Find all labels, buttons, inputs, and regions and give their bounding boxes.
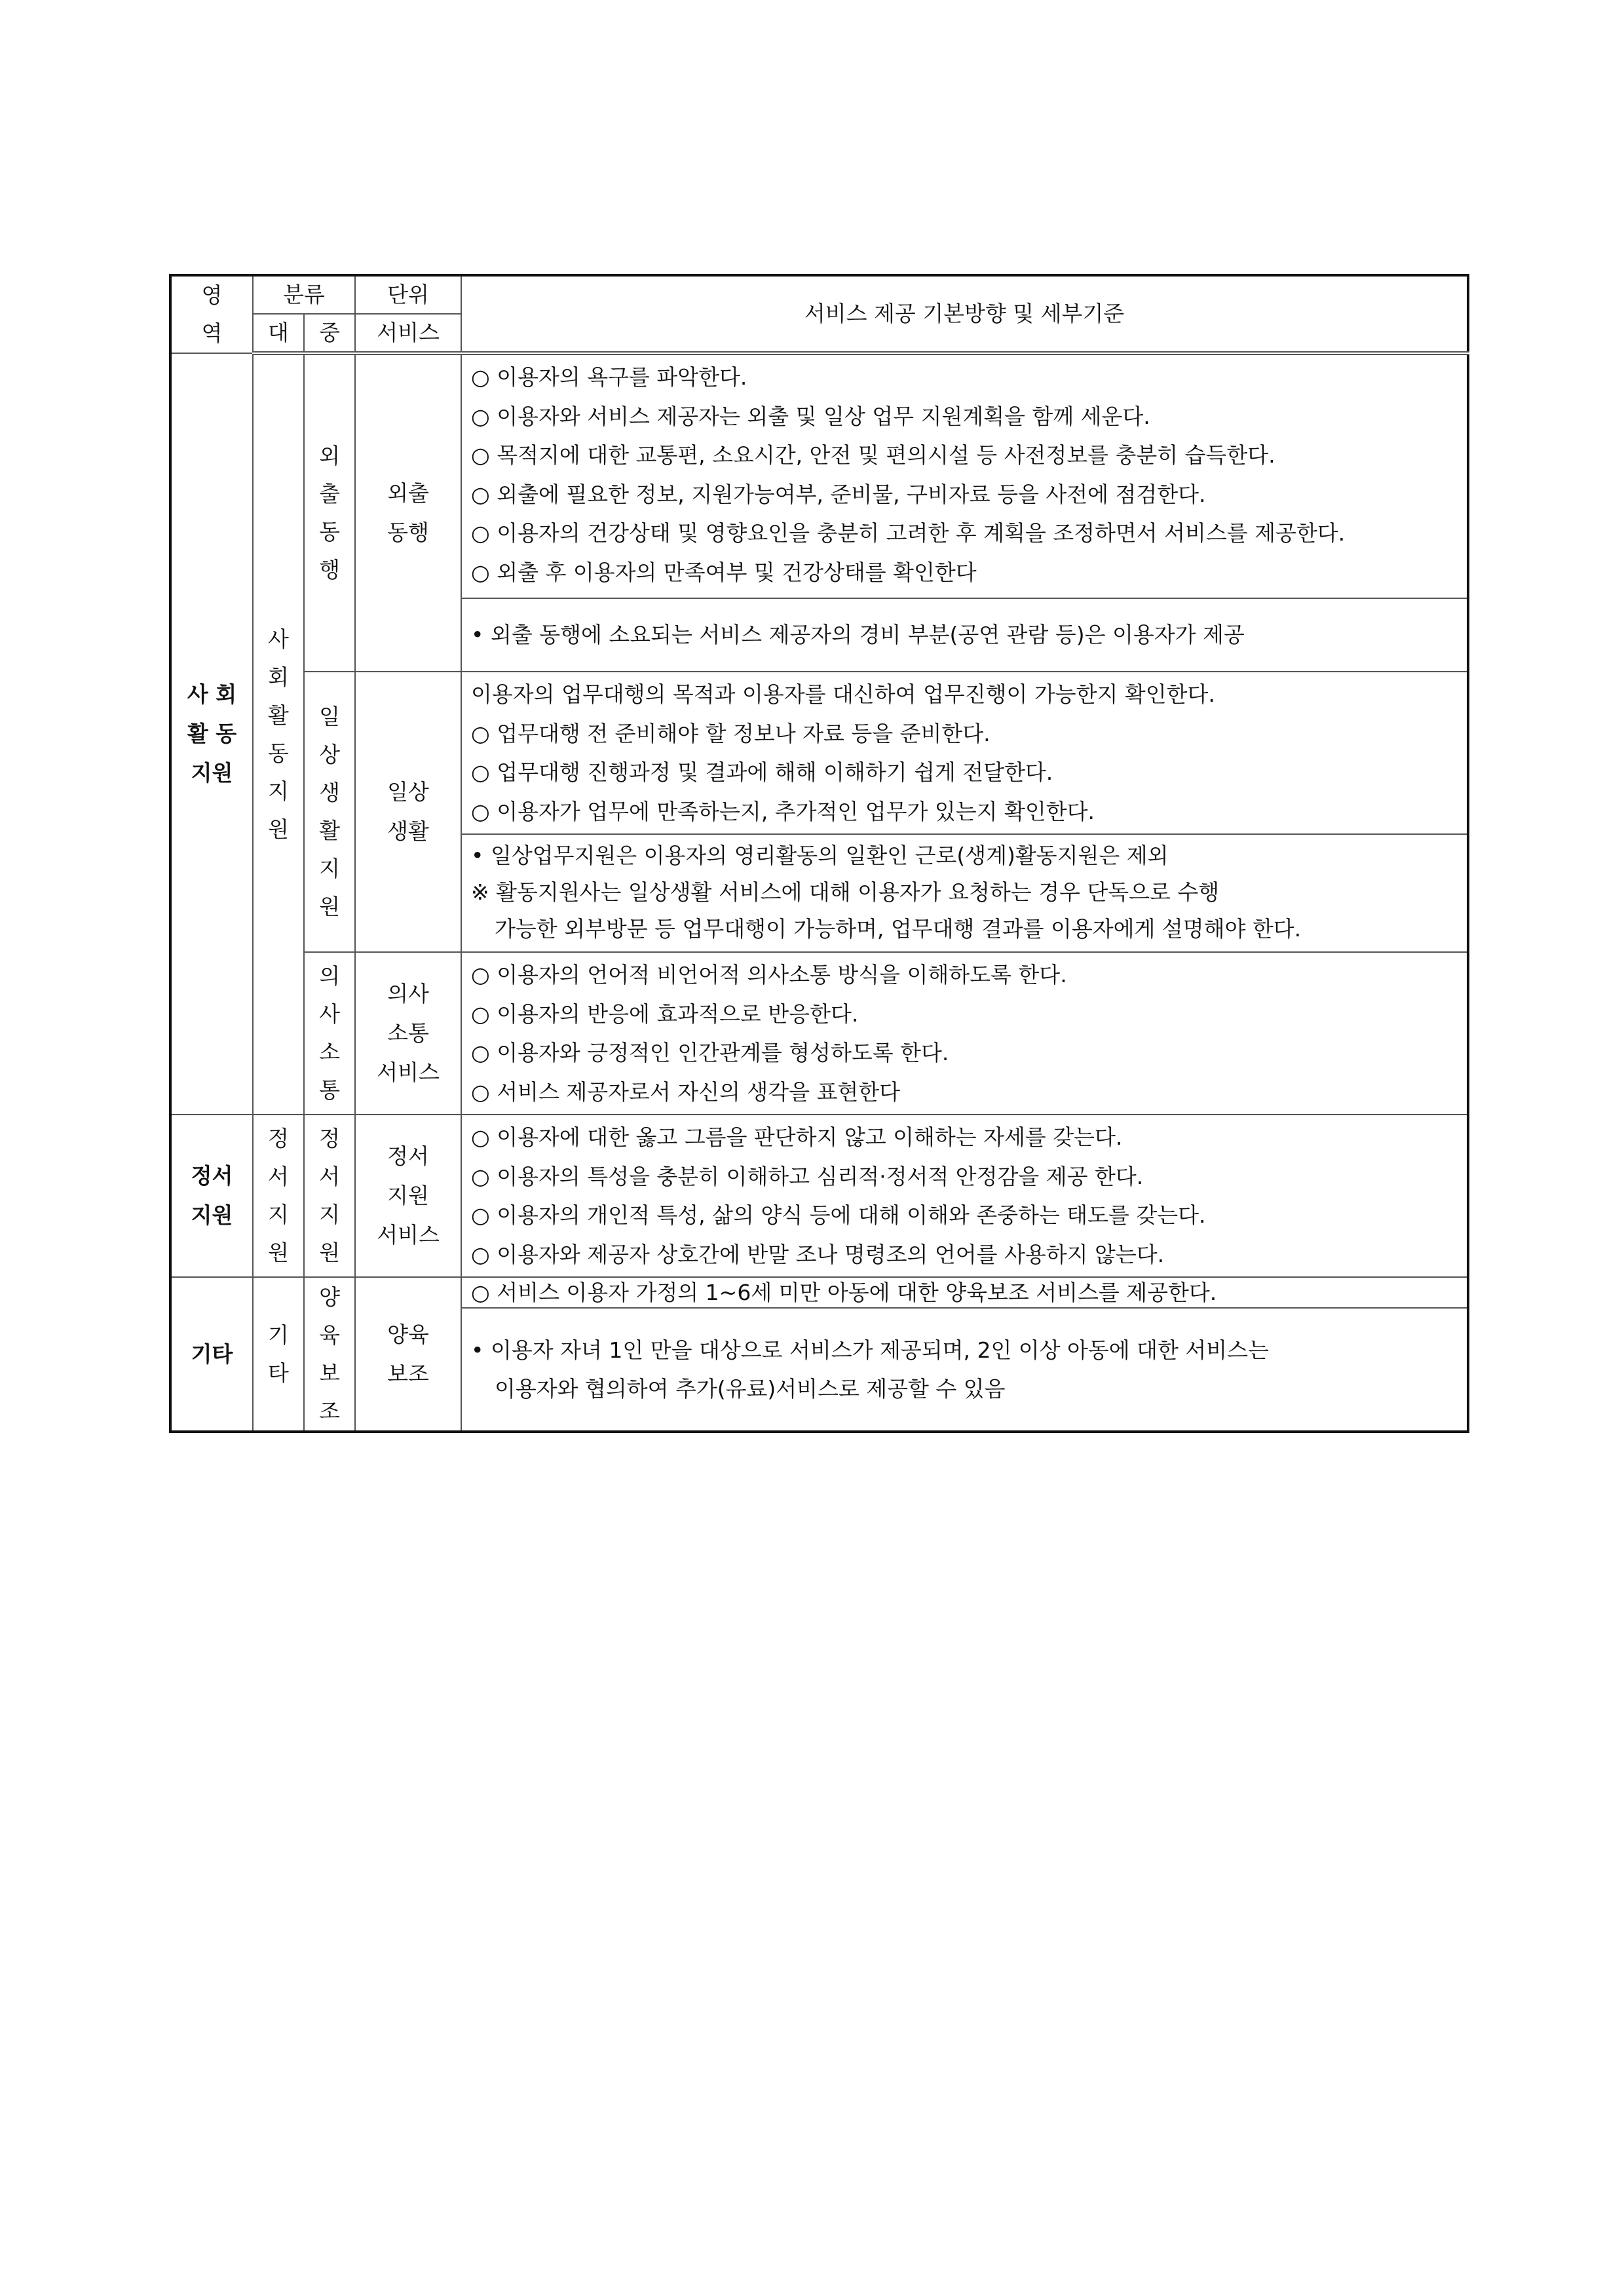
header-unit-bottom: 서비스	[355, 314, 461, 353]
note-text: 가능한 외부방문 등 업무대행이 가능하며, 업무대행 결과를 이용자에게 설명해야 한다.	[495, 916, 1302, 942]
note-other	[461, 1308, 1468, 1432]
note-text: • 일상업무지원은 이용자의 영리활동의 일환인 근로(생계)활동지원은 제외	[471, 843, 1169, 868]
unit-emotion: 정서 지원 서비스	[355, 1115, 461, 1277]
header-class: 분류	[253, 275, 355, 314]
area-emotion: 정서 지원	[170, 1115, 253, 1277]
detail-item: ○ 이용자와 긍정적인 인간관계를 형성하도록 한다.	[471, 1040, 949, 1065]
major-other: 기 타	[253, 1277, 304, 1432]
unit-comm: 의사 소통 서비스	[355, 952, 461, 1115]
mid-emotion: 정 서 지 원	[304, 1115, 355, 1277]
row-comm	[170, 952, 1468, 1115]
area-other: 기타	[170, 1277, 253, 1432]
header-row-1	[170, 275, 1468, 314]
detail-item: ○ 이용자에 대한 옳고 그름을 판단하지 않고 이해하는 자세를 갖는다.	[471, 1124, 1123, 1150]
unit-other: 양육 보조	[355, 1277, 461, 1432]
row-emotion	[170, 1115, 1468, 1277]
detail-other	[461, 1277, 1468, 1308]
row-daily	[170, 672, 1468, 834]
note-text: • 이용자 자녀 1인 만을 대상으로 서비스가 제공되며, 2인 이상 아동에 대한 서비스는	[471, 1337, 1269, 1363]
detail-item: ○ 목적지에 대한 교통편, 소요시간, 안전 및 편의시설 등 사전정보를 충분히 습득한다.	[471, 442, 1275, 468]
note-text: ※ 활동지원사는 일상생활 서비스에 대해 이용자가 요청하는 경우 단독으로 수행	[471, 879, 1220, 905]
header-area: 영 역	[170, 275, 253, 353]
mid-other: 양 육 보 조	[304, 1277, 355, 1432]
detail-item: ○ 이용자의 건강상태 및 영향요인을 충분히 고려한 후 계획을 조정하면서 서비스를 제공한다.	[471, 520, 1346, 546]
detail-item: ○ 이용자의 반응에 효과적으로 반응한다.	[471, 1001, 859, 1027]
major-social: 사 회 활 동 지 원	[253, 353, 304, 1115]
note-text: • 외출 동행에 소요되는 서비스 제공자의 경비 부분(공연 관람 등)은 이용자가 제공	[471, 622, 1245, 648]
service-standards-table	[169, 274, 1469, 1433]
detail-item: ○ 서비스 이용자 가정의 1~6세 미만 아동에 대한 양육보조 서비스를 제공한다.	[471, 1280, 1217, 1305]
note-text: 이용자와 협의하여 추가(유료)서비스로 제공할 수 있음	[495, 1376, 1006, 1402]
detail-item: ○ 이용자의 특성을 충분히 이해하고 심리적·정서적 안정감을 제공 한다.	[471, 1163, 1144, 1189]
detail-item: 이용자의 업무대행의 목적과 이용자를 대신하여 업무진행이 가능한지 확인한다.	[471, 681, 1215, 707]
detail-item: ○ 외출에 필요한 정보, 지원가능여부, 준비물, 구비자료 등을 사전에 점검한다.	[471, 481, 1206, 507]
note-outing	[461, 598, 1468, 672]
header-detail: 서비스 제공 기본방향 및 세부기준	[461, 275, 1468, 353]
detail-item: ○ 이용자가 업무에 만족하는지, 추가적인 업무가 있는지 확인한다.	[471, 798, 1095, 824]
detail-item: ○ 이용자의 욕구를 파악한다.	[471, 364, 747, 390]
detail-item: ○ 업무대행 진행과정 및 결과에 해해 이해하기 쉽게 전달한다.	[471, 759, 1053, 785]
detail-comm	[461, 952, 1468, 1115]
header-class-mid: 중	[304, 314, 355, 353]
detail-item: ○ 이용자의 언어적 비언어적 의사소통 방식을 이해하도록 한다.	[471, 962, 1067, 987]
unit-outing: 외출 동행	[355, 353, 461, 672]
unit-daily: 일상 생활	[355, 672, 461, 952]
header-unit-top: 단위	[355, 275, 461, 314]
mid-comm: 의 사 소 통	[304, 952, 355, 1115]
note-daily	[461, 834, 1468, 952]
detail-item: ○ 이용자와 서비스 제공자는 외출 및 일상 업무 지원계획을 함께 세운다.	[471, 403, 1150, 429]
header-class-major: 대	[253, 314, 304, 353]
detail-item: ○ 이용자의 개인적 특성, 삶의 양식 등에 대해 이해와 존중하는 태도를 갖는다.	[471, 1202, 1206, 1228]
row-outing	[170, 353, 1468, 598]
detail-outing	[461, 353, 1468, 598]
detail-emotion	[461, 1115, 1468, 1277]
area-social: 사 회 활 동 지원	[170, 353, 253, 1115]
detail-item: ○ 서비스 제공자로서 자신의 생각을 표현한다	[471, 1079, 901, 1105]
detail-daily	[461, 672, 1468, 834]
detail-item: ○ 이용자와 제공자 상호간에 반말 조나 명령조의 언어를 사용하지 않는다.	[471, 1241, 1165, 1267]
detail-item: ○ 외출 후 이용자의 만족여부 및 건강상태를 확인한다	[471, 559, 977, 585]
row-other	[170, 1277, 1468, 1308]
detail-item: ○ 업무대행 전 준비해야 할 정보나 자료 등을 준비한다.	[471, 720, 991, 746]
major-emotion: 정 서 지 원	[253, 1115, 304, 1277]
mid-daily: 일 상 생 활 지 원	[304, 672, 355, 952]
mid-outing: 외 출 동 행	[304, 353, 355, 672]
